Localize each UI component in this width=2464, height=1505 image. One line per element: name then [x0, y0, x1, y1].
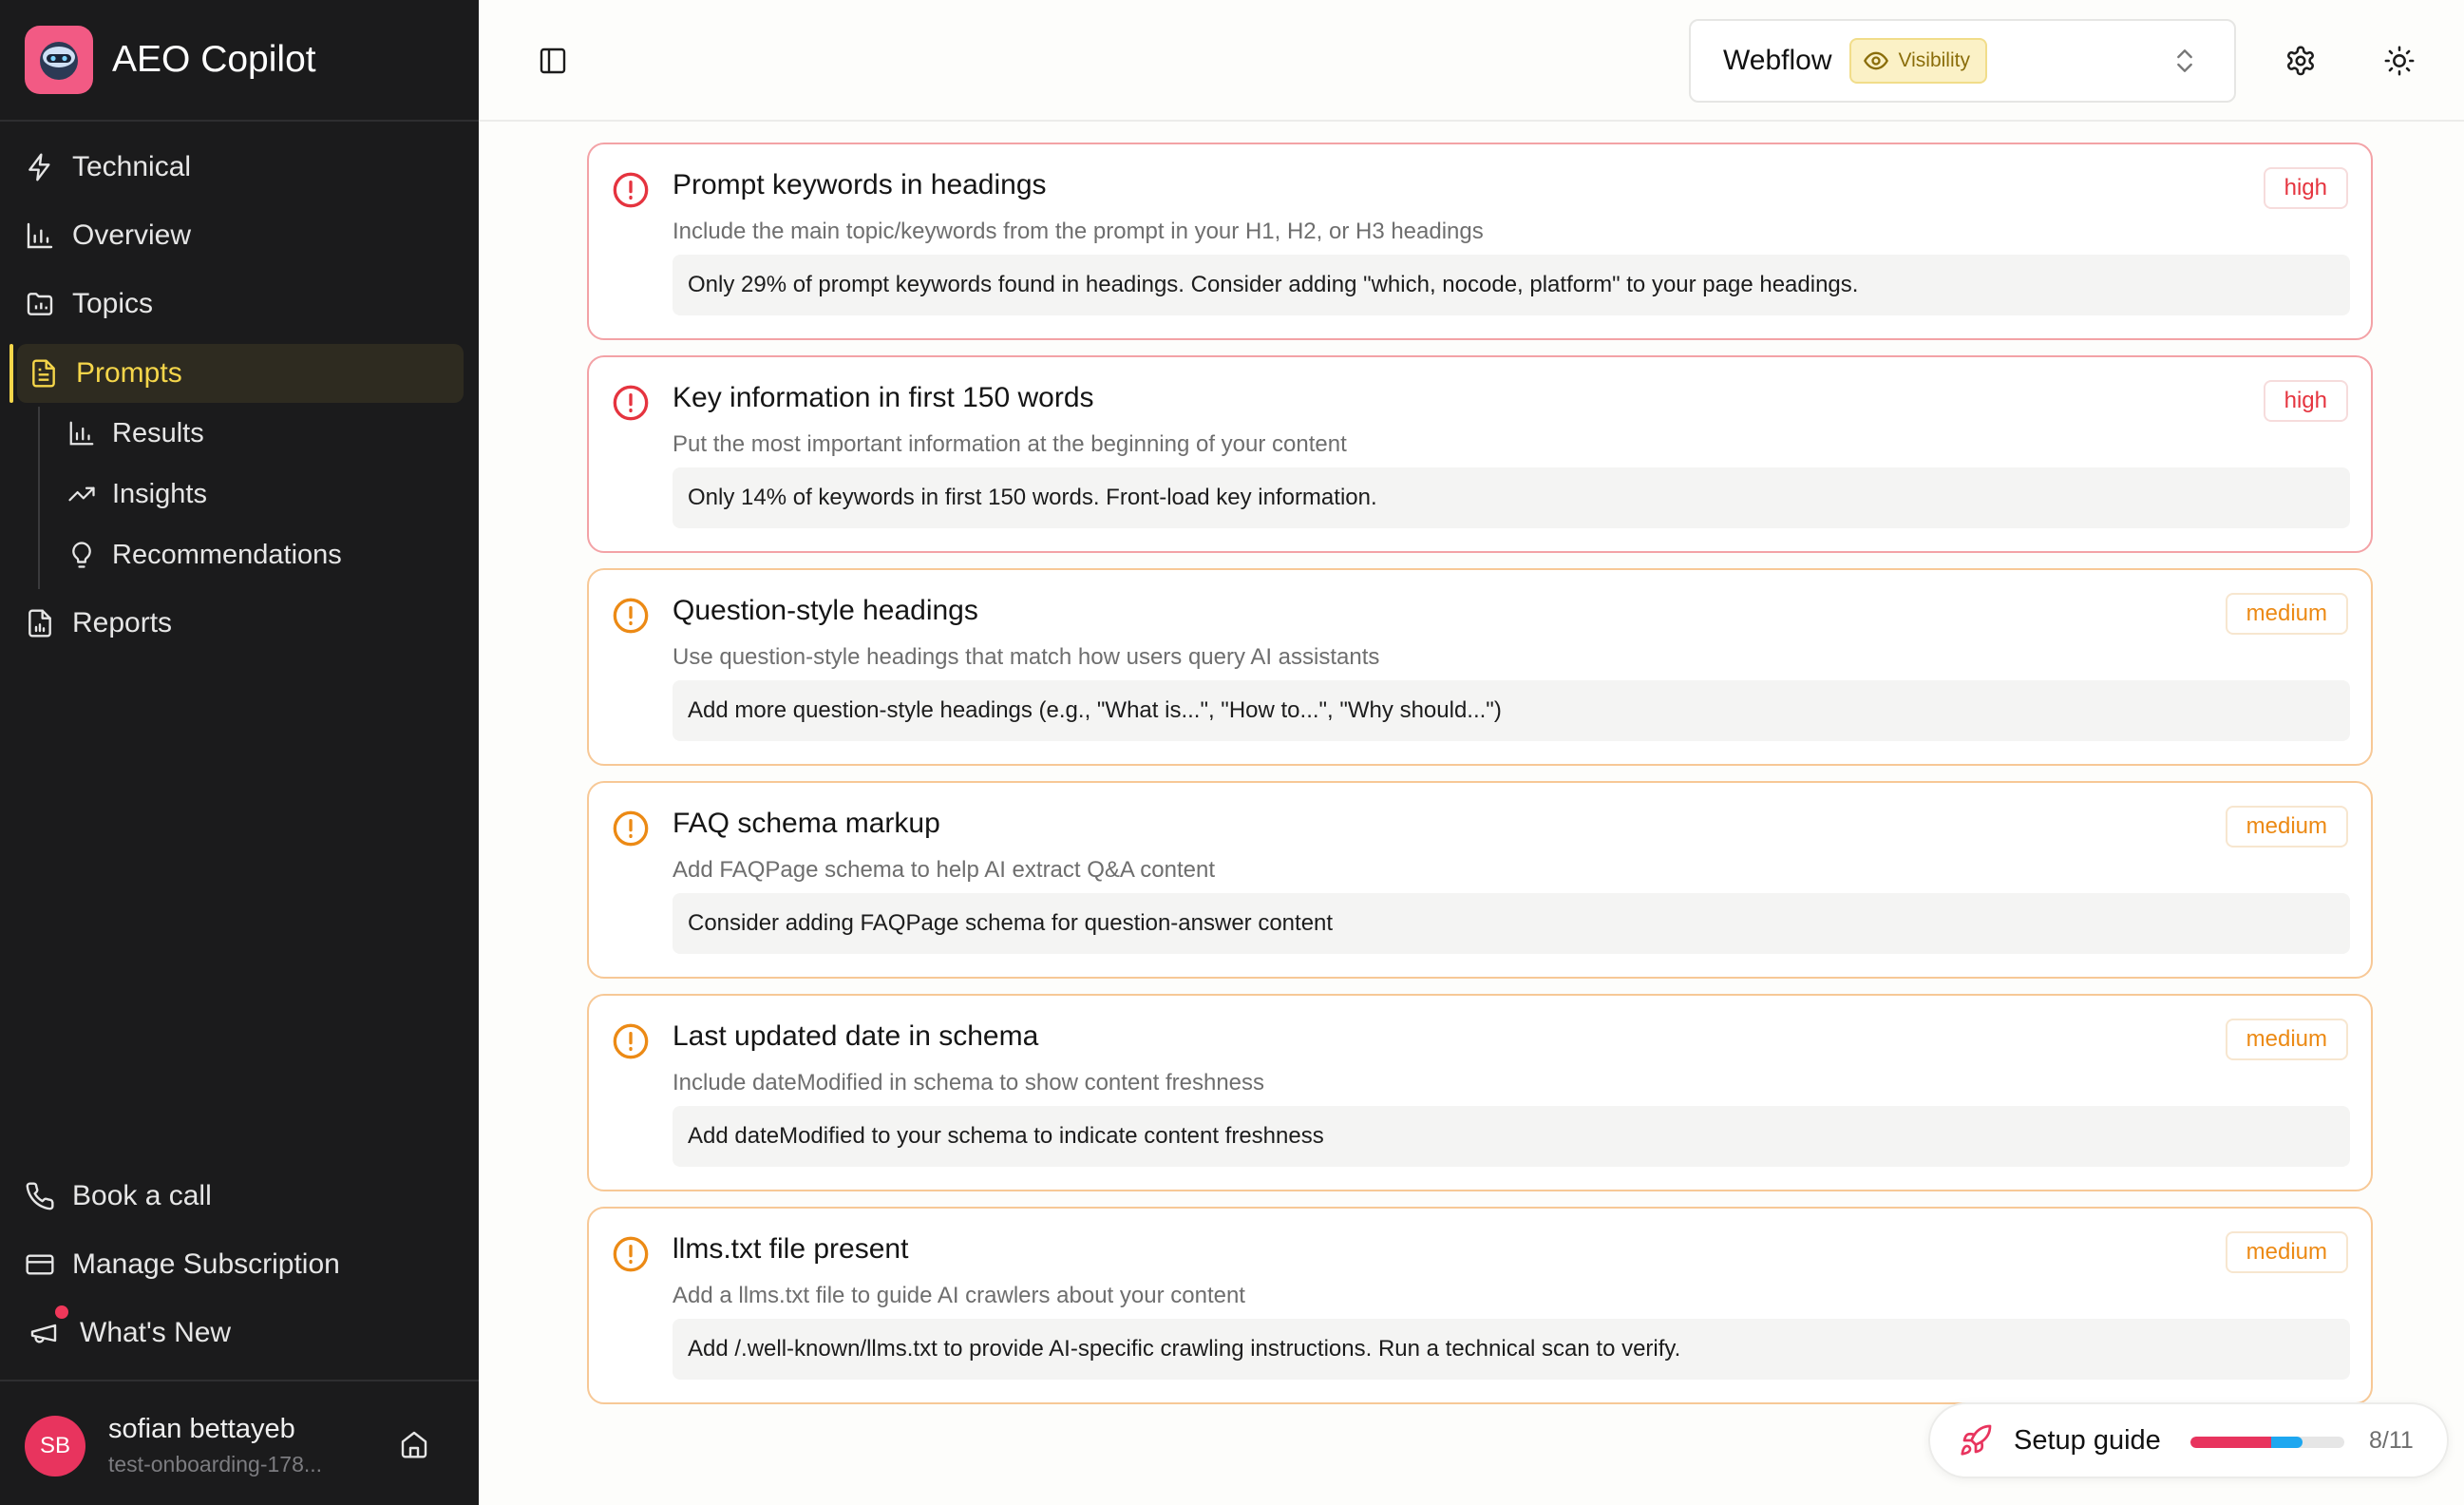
recommendation-description: Use question-style headings that match how users query AI assistants: [673, 644, 1380, 670]
bar-chart-icon: [66, 418, 97, 448]
sidebar-divider: [0, 120, 479, 122]
recommendation-title: Last updated date in schema: [673, 1020, 1039, 1052]
sidebar-toggle-button[interactable]: [532, 42, 574, 80]
app-name: AEO Copilot: [112, 39, 316, 80]
alert-circle-icon: [612, 810, 650, 848]
recommendation-description: Put the most important information at the beginning of your content: [673, 431, 1347, 457]
subnav-item-label: Insights: [112, 478, 207, 509]
sidebar-item-overview[interactable]: [13, 206, 464, 265]
notification-dot: [55, 1305, 68, 1319]
folder-chart-icon: [25, 289, 55, 319]
subnav-item-label: Recommendations: [112, 539, 342, 570]
site-name: Webflow: [1723, 45, 1832, 76]
sidebar-item-label: Technical: [72, 151, 192, 182]
settings-button[interactable]: [2280, 40, 2322, 82]
home-icon: [399, 1429, 429, 1459]
sidebar-item-prompts[interactable]: [17, 344, 464, 403]
panel-left-icon: [538, 46, 568, 76]
recommendation-card: [587, 568, 2373, 766]
eye-icon: [1863, 48, 1889, 74]
setup-guide-button[interactable]: [1928, 1402, 2449, 1478]
report-icon: [25, 608, 55, 638]
setup-progress-bar: [2190, 1437, 2344, 1448]
priority-badge: medium: [2226, 1231, 2348, 1273]
bolt-icon: [25, 152, 55, 182]
subnav-item-recommendations[interactable]: [66, 528, 342, 581]
recommendation-detail: Add dateModified to your schema to indicate content freshness: [673, 1106, 2350, 1167]
recommendation-description: Add a llms.txt file to guide AI crawlers about your content: [673, 1283, 1245, 1308]
visibility-badge: [1849, 38, 1987, 84]
rocket-icon: [1959, 1423, 1993, 1457]
sidebar-item-label: Prompts: [76, 357, 182, 389]
gear-icon: [2284, 45, 2317, 77]
recommendation-detail: Add more question-style headings (e.g., "What is...", "How to...", "Why should..."): [673, 680, 2350, 741]
sidebar-item-label: Book a call: [72, 1180, 212, 1211]
sidebar-item-reports[interactable]: [13, 594, 464, 653]
recommendation-title: llms.txt file present: [673, 1233, 909, 1265]
recommendation-title: FAQ schema markup: [673, 808, 940, 839]
sidebar: [0, 0, 479, 1505]
recommendation-detail: Only 29% of prompt keywords found in headings. Consider adding "which, nocode, platform" to your page headings.: [673, 255, 2350, 315]
subnav-item-results[interactable]: [66, 407, 204, 460]
recommendation-card: [587, 781, 2373, 979]
home-button[interactable]: [397, 1427, 431, 1461]
lightbulb-icon: [66, 540, 97, 570]
sidebar-divider: [0, 1380, 479, 1381]
recommendation-detail: Consider adding FAQPage schema for question-answer content: [673, 893, 2350, 954]
user-name: sofian bettayeb: [108, 1414, 295, 1444]
sidebar-item-label: Topics: [72, 288, 154, 319]
priority-badge: high: [2264, 167, 2348, 209]
alert-circle-icon: [612, 384, 650, 422]
active-indicator: [9, 344, 13, 403]
bar-chart-icon: [25, 220, 55, 251]
recommendation-description: Include dateModified in schema to show content freshness: [673, 1070, 1265, 1095]
recommendation-card: [587, 143, 2373, 340]
alert-circle-icon: [612, 1022, 650, 1060]
visibility-badge-label: Visibility: [1898, 49, 1970, 71]
sidebar-item-label: Overview: [72, 219, 192, 251]
site-selector[interactable]: [1689, 19, 2236, 103]
recommendation-title: Prompt keywords in headings: [673, 169, 1047, 200]
recommendation-description: Include the main topic/keywords from the prompt in your H1, H2, or H3 headings: [673, 219, 1484, 244]
recommendation-title: Question-style headings: [673, 595, 978, 626]
setup-guide-count: 8/11: [2369, 1427, 2414, 1454]
alert-circle-icon: [612, 597, 650, 635]
sidebar-item-label: What's New: [80, 1317, 232, 1348]
trending-up-icon: [66, 479, 97, 509]
recommendation-title: Key information in first 150 words: [673, 382, 1094, 413]
app-logo: [25, 26, 93, 94]
phone-icon: [25, 1181, 55, 1211]
subnav-line: [38, 407, 40, 589]
avatar[interactable]: SB: [25, 1416, 85, 1476]
subnav-item-insights[interactable]: [66, 467, 207, 521]
recommendation-description: Add FAQPage schema to help AI extract Q&A content: [673, 857, 1215, 883]
sidebar-item-manage-subscription[interactable]: [13, 1235, 464, 1294]
recommendation-detail: Add /.well-known/llms.txt to provide AI-specific crawling instructions. Run a technical scan to verify.: [673, 1319, 2350, 1380]
sun-icon: [2383, 45, 2416, 77]
priority-badge: medium: [2226, 1019, 2348, 1060]
theme-toggle-button[interactable]: [2379, 40, 2420, 82]
recommendation-card: [587, 1207, 2373, 1404]
chevrons-up-down-icon: [2170, 46, 2200, 76]
topbar-divider: [479, 120, 2464, 122]
sidebar-item-book-call[interactable]: [13, 1167, 464, 1226]
alert-circle-icon: [612, 1235, 650, 1273]
sidebar-item-whats-new[interactable]: [13, 1304, 464, 1362]
document-icon: [28, 358, 59, 389]
user-email: test-onboarding-178...: [108, 1452, 323, 1476]
recommendation-card: [587, 994, 2373, 1191]
priority-badge: medium: [2226, 806, 2348, 848]
setup-guide-label: Setup guide: [2014, 1424, 2161, 1456]
megaphone-icon: [28, 1318, 59, 1348]
priority-badge: medium: [2226, 593, 2348, 635]
sidebar-item-label: Reports: [72, 607, 173, 638]
sidebar-item-technical[interactable]: [13, 138, 464, 197]
recommendation-card: [587, 355, 2373, 553]
subnav-item-label: Results: [112, 417, 204, 448]
credit-card-icon: [25, 1249, 55, 1280]
priority-badge: high: [2264, 380, 2348, 422]
alert-circle-icon: [612, 171, 650, 209]
setup-progress-fill: [2190, 1437, 2303, 1448]
recommendation-detail: Only 14% of keywords in first 150 words. Front-load key information.: [673, 467, 2350, 528]
sidebar-item-label: Manage Subscription: [72, 1248, 340, 1280]
brand[interactable]: [25, 26, 316, 94]
sidebar-item-topics[interactable]: [13, 275, 464, 333]
